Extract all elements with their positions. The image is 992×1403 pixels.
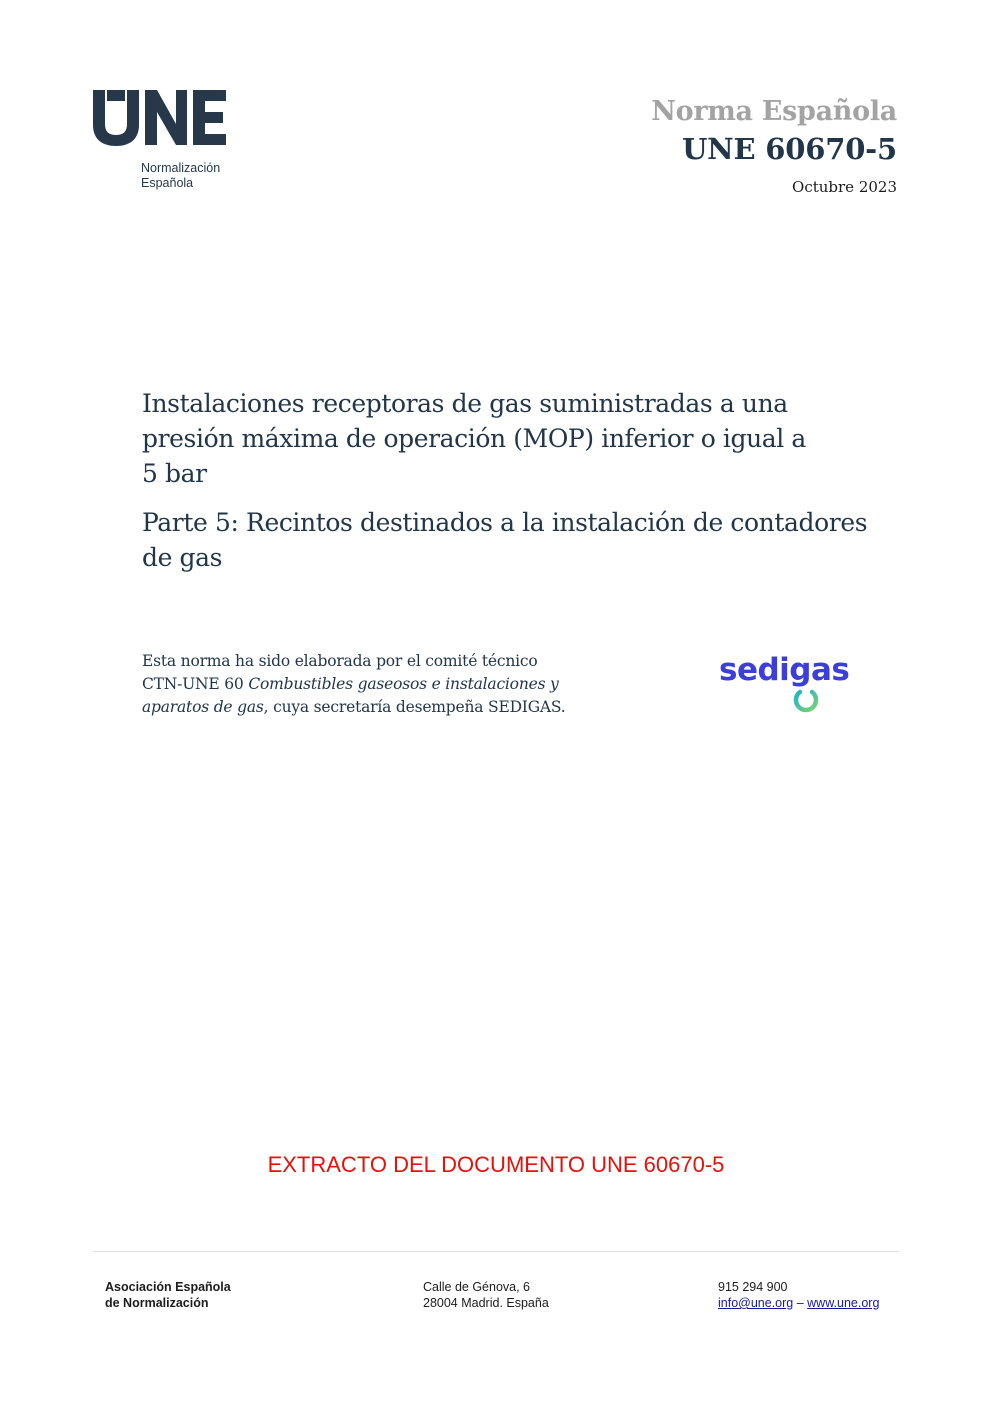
norma-date: Octubre 2023 <box>792 178 897 196</box>
une-subtitle-line1: Normalización <box>141 161 221 175</box>
document-part-title <box>142 505 912 575</box>
footer-contact <box>718 1279 879 1311</box>
norma-code: UNE 60670-5 <box>682 132 897 166</box>
sedigas-ring-icon <box>791 686 821 716</box>
footer-website-link[interactable]: www.une.org <box>807 1296 880 1310</box>
footer-link-separator: – <box>793 1296 808 1310</box>
title-line-2: presión máxima de operación (MOP) inferior o igual a <box>142 424 806 453</box>
committee-line-3 <box>142 696 612 719</box>
title-line-3: 5 bar <box>142 459 207 488</box>
une-logo-mark <box>92 88 232 148</box>
footer-org-line2: de Normalización <box>105 1296 209 1310</box>
committee-name-part2: aparatos de gas <box>142 698 264 716</box>
part-title-line-1: Parte 5: Recintos destinados a la instalación de contadores <box>142 508 868 537</box>
footer-org-line1: Asociación Española <box>105 1280 231 1294</box>
footer-organization <box>105 1279 231 1311</box>
footer-phone: 915 294 900 <box>718 1280 788 1294</box>
committee-secretariat: , cuya secretaría desempeña SEDIGAS. <box>263 698 566 716</box>
footer-address-line2: 28004 Madrid. España <box>423 1296 549 1310</box>
committee-line-2 <box>142 673 612 696</box>
une-logo-subtitle <box>141 161 220 191</box>
part-title-line-2: de gas <box>142 543 223 572</box>
sedigas-logo <box>719 652 869 722</box>
committee-name-part1: Combustibles gaseosos e instalaciones y <box>248 675 559 693</box>
footer-address-line1: Calle de Génova, 6 <box>423 1280 531 1294</box>
une-subtitle-line2: Española <box>141 176 194 190</box>
title-line-1: Instalaciones receptoras de gas suministradas a una <box>142 389 788 418</box>
committee-line-1: Esta norma ha sido elaborada por el comité técnico <box>142 652 538 670</box>
footer-address <box>423 1279 549 1311</box>
footer-links <box>718 1295 879 1311</box>
extract-notice: EXTRACTO DEL DOCUMENTO UNE 60670-5 <box>267 1152 725 1177</box>
norma-label: Norma Española <box>651 96 897 127</box>
document-title <box>142 386 862 491</box>
committee-code: CTN-UNE 60 <box>142 675 249 693</box>
footer-email-link[interactable]: info@une.org <box>718 1296 794 1310</box>
committee-statement <box>142 650 612 719</box>
sedigas-wordmark: sedigas <box>719 652 850 688</box>
footer-divider <box>93 1251 899 1252</box>
